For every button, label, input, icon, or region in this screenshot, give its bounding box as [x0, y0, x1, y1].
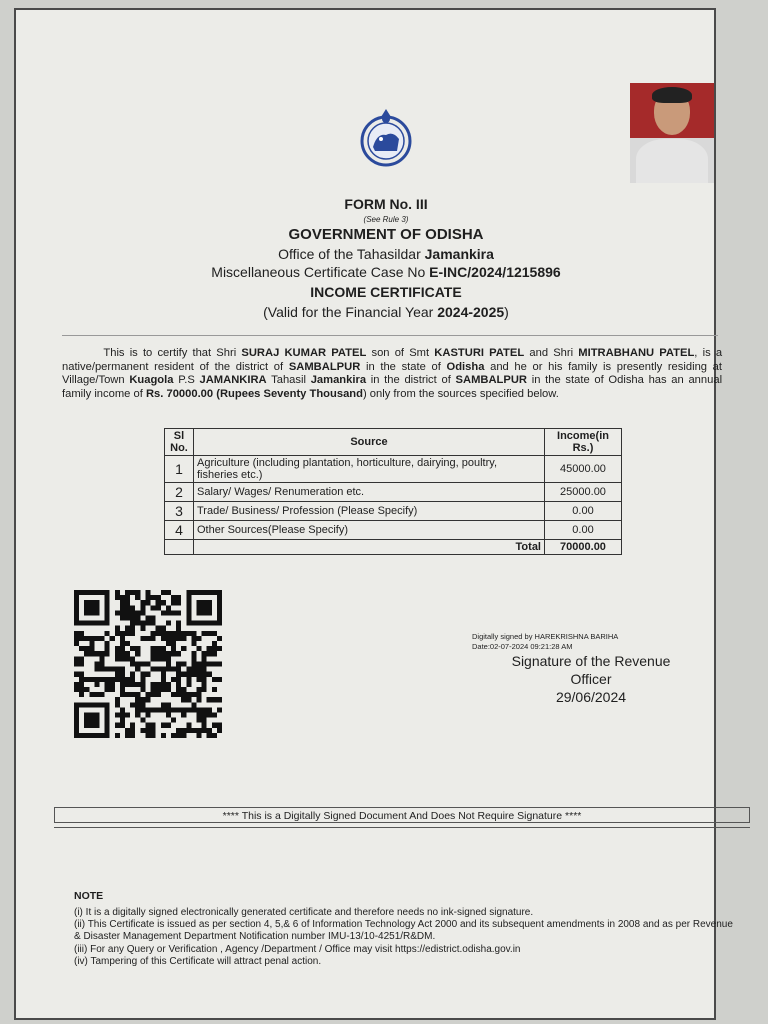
cell-source: Trade/ Business/ Profession (Please Specify): [194, 502, 545, 521]
note-heading: NOTE: [74, 890, 104, 902]
cell-source: Agriculture (including plantation, horticulture, dairying, poultry, fisheries etc.): [194, 456, 545, 483]
cell-income: 45000.00: [545, 456, 622, 483]
total-value: 70000.00: [545, 540, 622, 555]
certification-paragraph: This is to certify that Shri SURAJ KUMAR PATEL son of Smt KASTURI PATEL and Shri MITRABHANU PATEL, is a native/permanent resident of the district of SAMBALPUR in the state of Odisha and he or his family is presently residing at Village/Town Kuagola P.S JAMANKIRA Tahasil Jamankira in the district of SAMBALPUR in the state of Odisha has an annual family income of Rs. 70000.00 (Rupees Seventy Thousand) only from the sources specified below.: [62, 347, 723, 400]
total-label: Total: [194, 540, 545, 555]
col-header-income: Income(in Rs.): [545, 429, 622, 456]
signature-label-1: Signature of the Revenue: [511, 653, 671, 669]
table-row: [165, 521, 622, 540]
col-header-sl: Sl No.: [165, 429, 194, 456]
case-number-line: Miscellaneous Certificate Case No E-INC/2024/1215896: [211, 264, 561, 280]
cell-income: 25000.00: [545, 483, 622, 502]
rule-reference: (See Rule 3): [363, 215, 409, 224]
table-total-row: [165, 540, 622, 555]
digital-signed-banner: **** This is a Digitally Signed Document And Does Not Require Signature ****: [54, 807, 750, 823]
note-item: (iv) Tampering of this Certificate will attract penal action.: [74, 955, 322, 967]
cell-sl: 2: [165, 483, 194, 502]
divider: [62, 335, 718, 336]
col-header-source: Source: [194, 429, 545, 456]
certificate-title: INCOME CERTIFICATE: [310, 284, 462, 300]
certificate-sheet: [14, 8, 733, 1020]
cell-income: 0.00: [545, 502, 622, 521]
signature-label-2: Officer: [570, 671, 612, 687]
digital-signature-info: [472, 632, 618, 652]
cell-income: 0.00: [545, 521, 622, 540]
cell-empty: [165, 540, 194, 555]
note-item: (ii) This Certificate is issued as per section 4, 5,& 6 of Information Technology Act 2000 and its subsequent amendments in 2008 and as per Revenue & Disaster Management Department Notification number IMU-13/10-4251/R&DM.: [74, 919, 733, 943]
cell-source: Salary/ Wages/ Renumeration etc.: [194, 483, 545, 502]
table-row: [165, 456, 622, 483]
cell-sl: 3: [165, 502, 194, 521]
signature-block: [486, 652, 696, 706]
notes-list: [74, 907, 734, 968]
digital-signer: Digitally signed by HAREKRISHNA BARIHA: [472, 632, 619, 641]
form-number: FORM No. III: [344, 196, 428, 212]
note-item: (iii) For any Query or Verification , Agency /Department / Office may visit https://edistrict.odisha.gov.in: [74, 943, 521, 955]
validity-line: (Valid for the Financial Year 2024-2025): [263, 304, 509, 320]
cell-source: Other Sources(Please Specify): [194, 521, 545, 540]
government-title: GOVERNMENT OF ODISHA: [288, 226, 484, 243]
cell-sl: 1: [165, 456, 194, 483]
table-row: [165, 483, 622, 502]
table-header-row: [165, 429, 622, 456]
divider: [54, 827, 750, 828]
qr-code-icon: [74, 590, 222, 738]
office-line: Office of the Tahasildar Jamankira: [278, 246, 494, 262]
digital-sign-date: Date:02-07-2024 09:21:28 AM: [472, 642, 573, 651]
signature-date: 29/06/2024: [555, 689, 627, 705]
table-row: [165, 502, 622, 521]
odisha-emblem-icon: [359, 107, 413, 169]
note-item: (i) It is a digitally signed electronically generated certificate and therefore needs no ink-signed signature.: [74, 907, 534, 918]
cell-sl: 4: [165, 521, 194, 540]
income-sources-table: [164, 428, 622, 555]
applicant-photo: [630, 83, 714, 183]
